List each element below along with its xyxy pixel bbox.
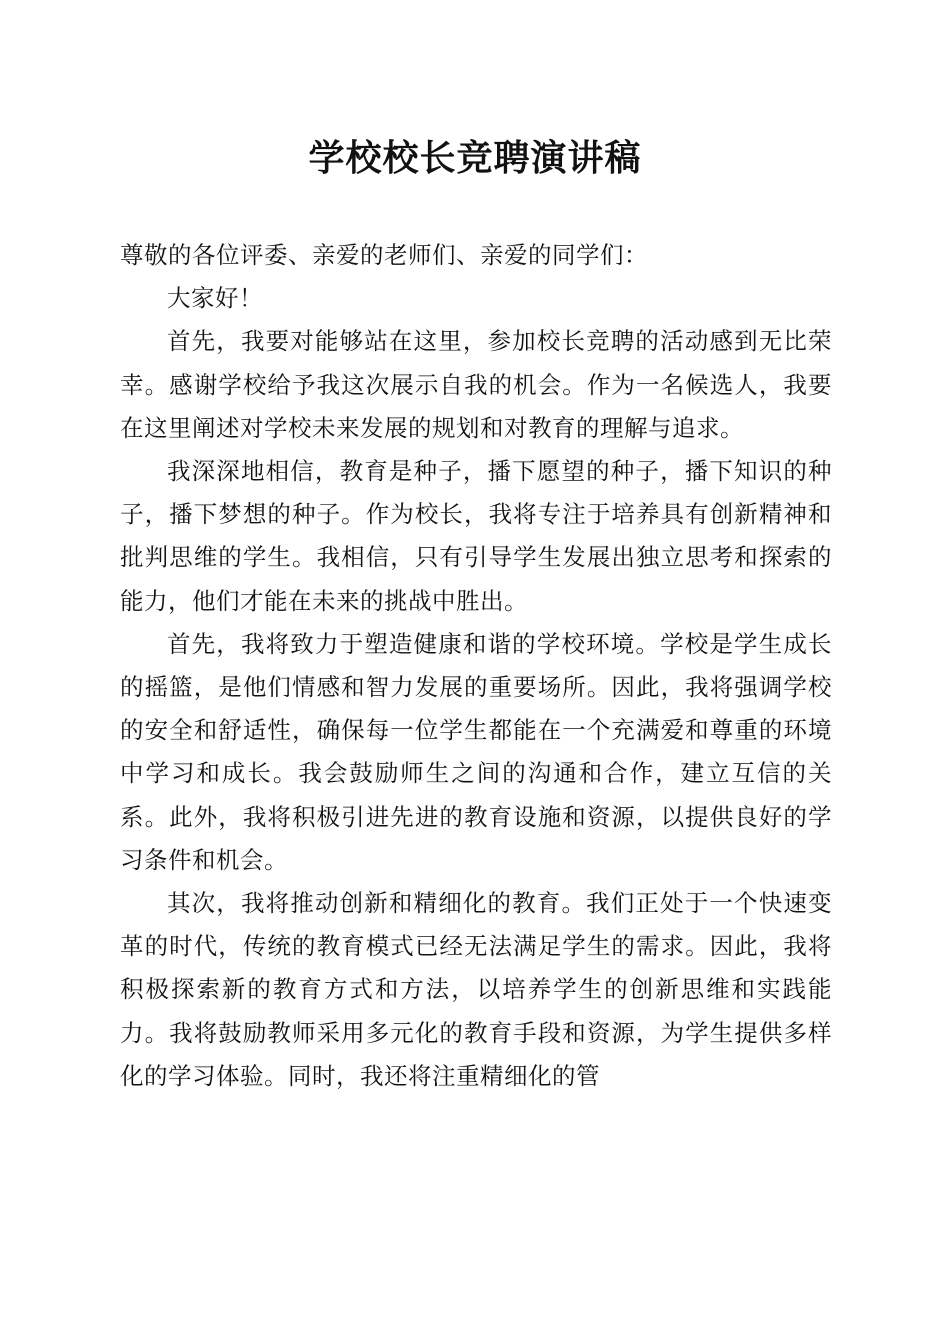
paragraph-2: 我深深地相信，教育是种子，播下愿望的种子，播下知识的种子，播下梦想的种子。作为校长，我将专注于培养具有创新精神和批判思维的学生。我相信，只有引导学生发展出独立思考和探索的能力，他们才能在未来的挑战中胜出。 <box>120 457 832 615</box>
paragraph-4: 其次，我将推动创新和精细化的教育。我们正处于一个快速变革的时代，传统的教育模式已经无法满足学生的需求。因此，我将积极探索新的教育方式和方法，以培养学生的创新思维和实践能力。我将鼓励教师采用多元化的教育手段和资源，为学生提供多样化的学习体验。同时，我还将注重精细化的管 <box>120 889 832 1090</box>
salutation: 尊敬的各位评委、亲爱的老师们、亲爱的同学们： <box>120 241 648 269</box>
document-body <box>120 234 832 1098</box>
paragraph-3: 首先，我将致力于塑造健康和谐的学校环境。学校是学生成长的摇篮，是他们情感和智力发展的重要场所。因此，我将强调学校的安全和舒适性，确保每一位学生都能在一个充满爱和尊重的环境中学习和成长。我会鼓励师生之间的沟通和合作，建立互信的关系。此外，我将积极引进先进的教育设施和资源，以提供良好的学习条件和机会。 <box>120 629 832 874</box>
document-title: 学校校长竞聘演讲稿 <box>308 137 642 179</box>
paragraph-1: 首先，我要对能够站在这里，参加校长竞聘的活动感到无比荣幸。感谢学校给予我这次展示自我的机会。作为一名候选人，我要在这里阐述对学校未来发展的规划和对教育的理解与追求。 <box>120 327 832 442</box>
paragraph-greeting: 大家好！ <box>167 284 263 313</box>
